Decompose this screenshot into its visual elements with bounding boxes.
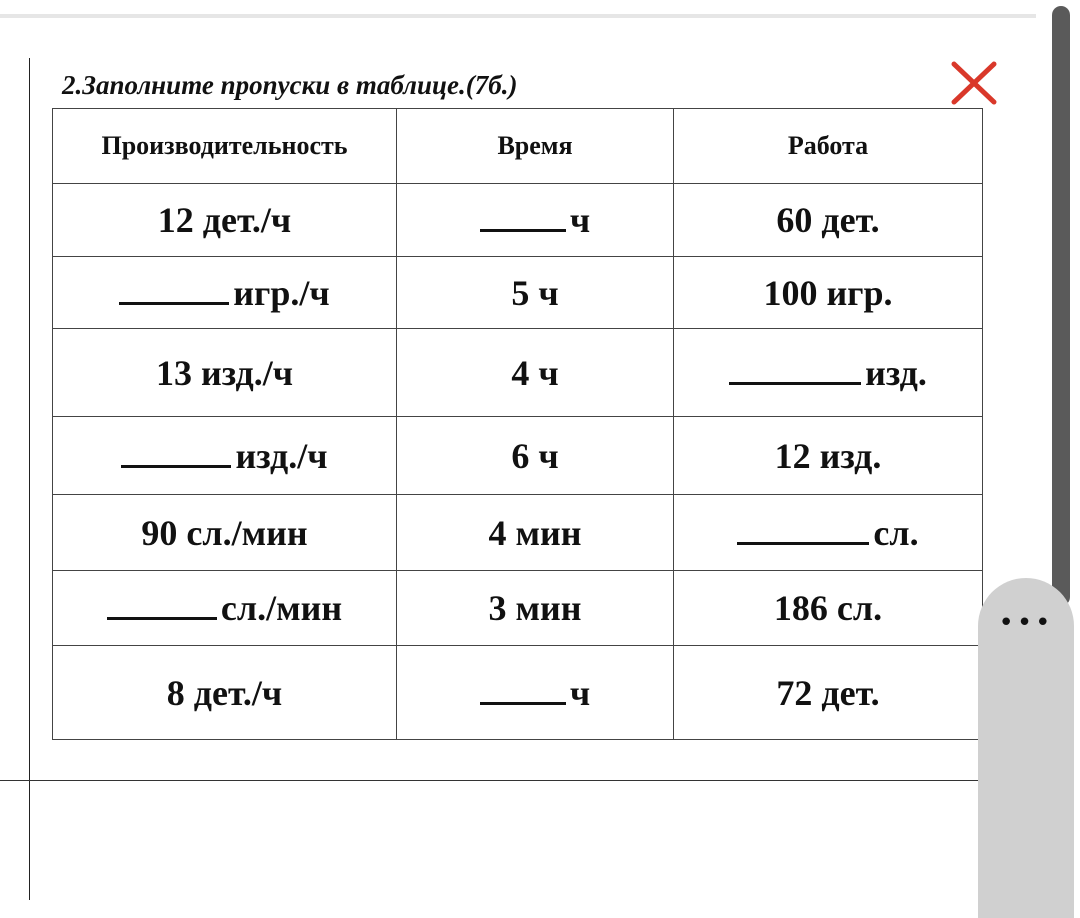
cell-text: 100 игр. xyxy=(763,272,893,313)
cell-time[interactable] xyxy=(397,646,674,740)
table-row xyxy=(53,417,983,495)
cell-text: 8 дет./ч xyxy=(166,672,283,713)
cell-productivity xyxy=(53,184,397,257)
more-options-button[interactable] xyxy=(978,578,1074,918)
cell-work xyxy=(674,184,983,257)
cell-work[interactable] xyxy=(674,329,983,417)
cell-time xyxy=(397,329,674,417)
cell-text: ч xyxy=(569,672,591,713)
more-dots-icon: ••• xyxy=(998,608,1054,638)
header-work: Работа xyxy=(674,109,983,184)
cell-work xyxy=(674,417,983,495)
cell-text: 90 сл./мин xyxy=(141,512,308,553)
table-row xyxy=(53,184,983,257)
cell-time xyxy=(397,495,674,571)
cell-text: ч xyxy=(569,200,591,240)
cell-productivity xyxy=(53,495,397,571)
top-divider xyxy=(0,14,1036,18)
table-header-row xyxy=(53,109,983,184)
cell-work xyxy=(674,257,983,329)
answer-blank[interactable] xyxy=(119,272,229,305)
cell-productivity[interactable] xyxy=(53,571,397,646)
cell-text: 72 дет. xyxy=(776,672,880,713)
cell-work xyxy=(674,646,983,740)
cell-productivity xyxy=(53,329,397,417)
answer-blank[interactable] xyxy=(480,199,566,232)
cell-text: сл./мин xyxy=(220,588,343,628)
cell-text: 60 дет. xyxy=(776,200,880,240)
table-row xyxy=(53,495,983,571)
bottom-divider xyxy=(0,780,980,781)
table-row xyxy=(53,571,983,646)
table-row xyxy=(53,646,983,740)
table-row xyxy=(53,329,983,417)
answer-blank[interactable] xyxy=(107,587,217,620)
cell-text: изд. xyxy=(865,352,927,393)
cell-text: 6 ч xyxy=(511,435,559,476)
answer-blank[interactable] xyxy=(737,512,869,545)
cell-work xyxy=(674,571,983,646)
cell-time xyxy=(397,257,674,329)
cell-productivity[interactable] xyxy=(53,417,397,495)
cell-productivity[interactable] xyxy=(53,257,397,329)
worksheet-table xyxy=(52,108,983,740)
cell-time xyxy=(397,417,674,495)
table-row xyxy=(53,257,983,329)
cell-text: 186 сл. xyxy=(773,588,883,628)
cell-work[interactable] xyxy=(674,495,983,571)
cell-text: сл. xyxy=(873,512,919,553)
cell-productivity xyxy=(53,646,397,740)
answer-blank[interactable] xyxy=(729,352,861,385)
header-time: Время xyxy=(397,109,674,184)
cell-text: 13 изд./ч xyxy=(155,352,294,393)
cell-text: 4 ч xyxy=(511,352,559,393)
cell-time[interactable] xyxy=(397,184,674,257)
cell-text: 4 мин xyxy=(488,512,582,553)
cell-text: изд./ч xyxy=(235,435,328,476)
close-icon[interactable] xyxy=(950,60,998,106)
answer-blank[interactable] xyxy=(121,435,231,468)
header-productivity: Производительность xyxy=(53,109,397,184)
cell-text: 12 дет./ч xyxy=(157,200,292,240)
left-margin-rule xyxy=(29,58,30,900)
cell-time xyxy=(397,571,674,646)
task-title: 2.Заполните пропуски в таблице.(7б.) xyxy=(62,70,518,100)
cell-text: 12 изд. xyxy=(774,435,882,476)
cell-text: 3 мин xyxy=(488,588,582,628)
answer-blank[interactable] xyxy=(480,672,566,705)
scrollbar[interactable] xyxy=(1052,6,1070,606)
cell-text: игр./ч xyxy=(233,272,330,313)
cell-text: 5 ч xyxy=(511,272,559,313)
